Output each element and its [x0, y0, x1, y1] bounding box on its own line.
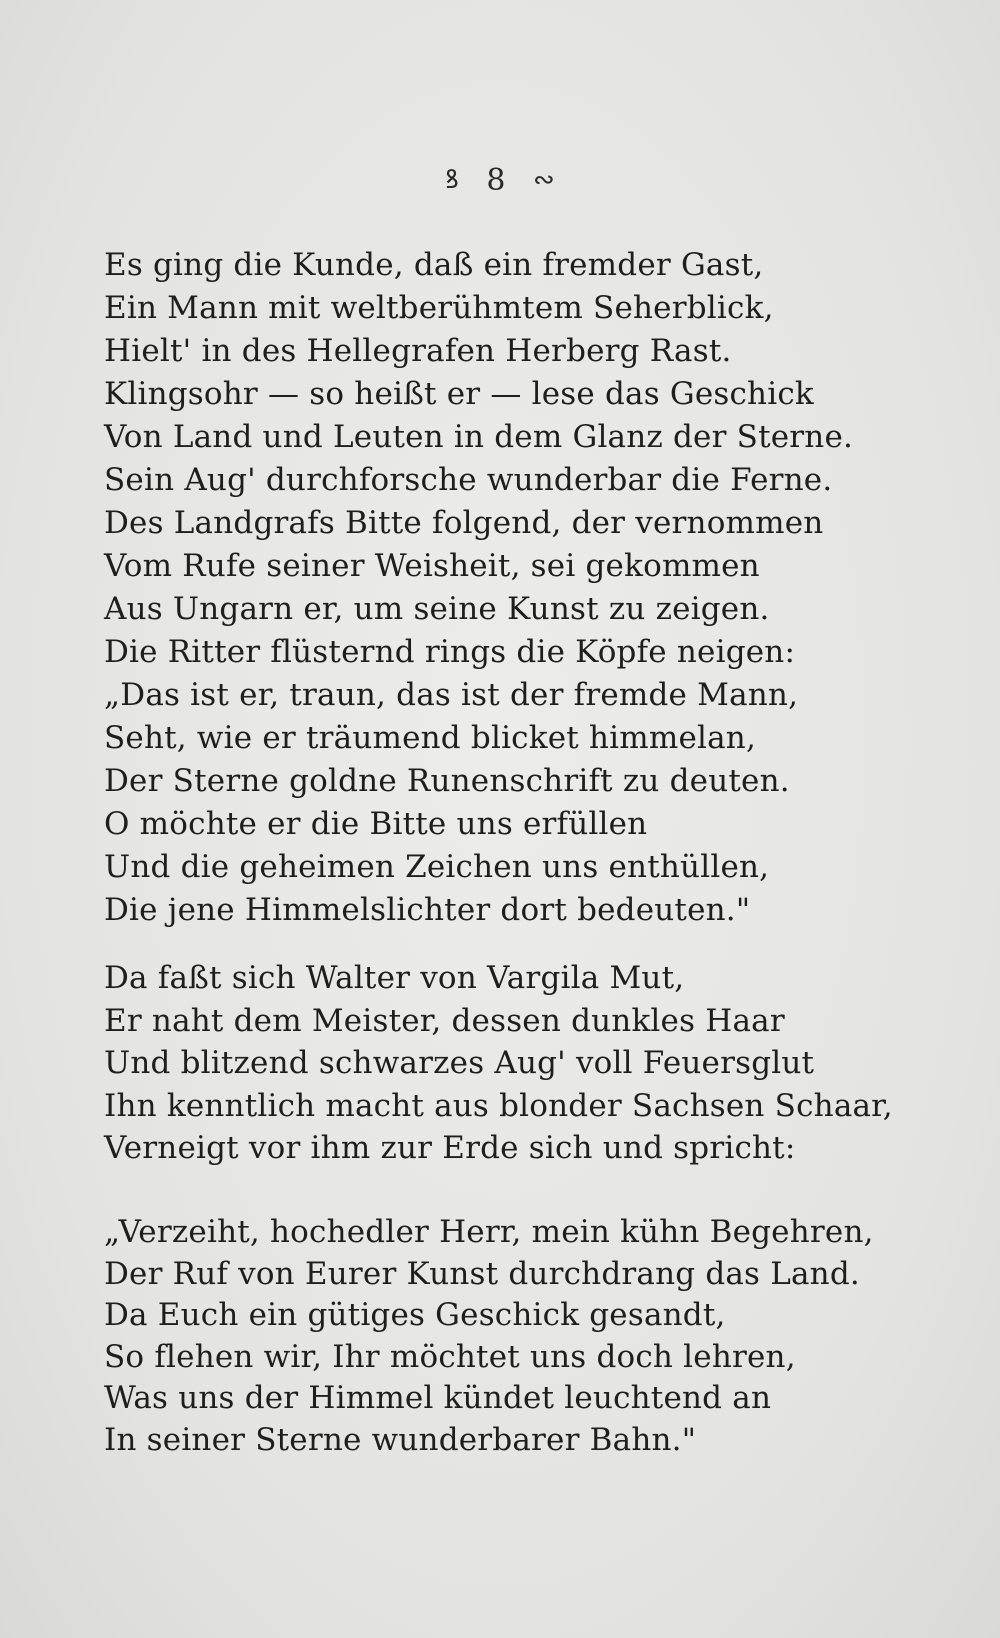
verse-line: In seiner Sterne wunderbarer Bahn." [104, 1421, 697, 1458]
stanza-2 [104, 957, 893, 1170]
verse-line: Ihn kenntlich macht aus blonder Sachsen Schaar, [104, 1087, 893, 1124]
verse-line: Klingsohr — so heißt er — lese das Geschick [104, 376, 814, 412]
ornament-left-icon: ꝸ [445, 165, 459, 195]
verse-line: Hielt' in des Hellegrafen Herberg Rast. [104, 333, 732, 369]
stanza-3 [104, 1212, 884, 1461]
verse-line: Es ging die Kunde, daß ein fremder Gast, [104, 247, 764, 283]
verse-line: Was uns der Himmel kündet leuchtend an [104, 1380, 772, 1416]
verse-line: Und blitzend schwarzes Aug' voll Feuersglut [104, 1045, 815, 1081]
page-header [0, 162, 1000, 199]
verse-line: Die Ritter flüsternd rings die Köpfe neigen: [104, 634, 796, 670]
verse-line: Sein Aug' durchforsche wunderbar die Ferne. [104, 462, 833, 498]
verse-line: „Verzeiht, hochedler Herr, mein kühn Begehren, [104, 1214, 874, 1250]
verse-line: Des Landgrafs Bitte folgend, der vernommen [104, 505, 824, 541]
verse-line: Er naht dem Meister, dessen dunkles Haar [104, 1002, 785, 1039]
stanza-1 [104, 244, 884, 932]
verse-line: Da faßt sich Walter von Vargila Mut, [104, 960, 685, 996]
verse-line: So flehen wir, Ihr möchtet uns doch lehren, [104, 1338, 796, 1375]
verse-line: Der Ruf von Eurer Kunst durchdrang das Land. [104, 1255, 860, 1292]
verse-line: „Das ist er, traun, das ist der fremde Mann, [104, 677, 799, 713]
ornament-right-icon: ∾ [533, 165, 555, 195]
verse-line: Vom Rufe seiner Weisheit, sei gekommen [104, 548, 760, 584]
verse-line: O möchte er die Bitte uns erfüllen [104, 806, 648, 842]
verse-line: Der Sterne goldne Runenschrift zu deuten. [104, 763, 790, 799]
verse-line: Von Land und Leuten in dem Glanz der Sterne. [104, 419, 854, 455]
verse-line: Seht, wie er träumend blicket himmelan, [104, 720, 757, 756]
verse-line: Und die geheimen Zeichen uns enthüllen, [104, 849, 770, 885]
verse-line: Aus Ungarn er, um seine Kunst zu zeigen. [104, 591, 770, 627]
verse-line: Die jene Himmelslichter dort bedeuten." [104, 892, 751, 928]
verse-line: Ein Mann mit weltberühmtem Seherblick, [104, 290, 774, 326]
page-number: 8 [486, 163, 506, 198]
verse-line: Verneigt vor ihm zur Erde sich und spricht: [104, 1130, 796, 1166]
verse-line: Da Euch ein gütiges Geschick gesandt, [104, 1297, 726, 1333]
